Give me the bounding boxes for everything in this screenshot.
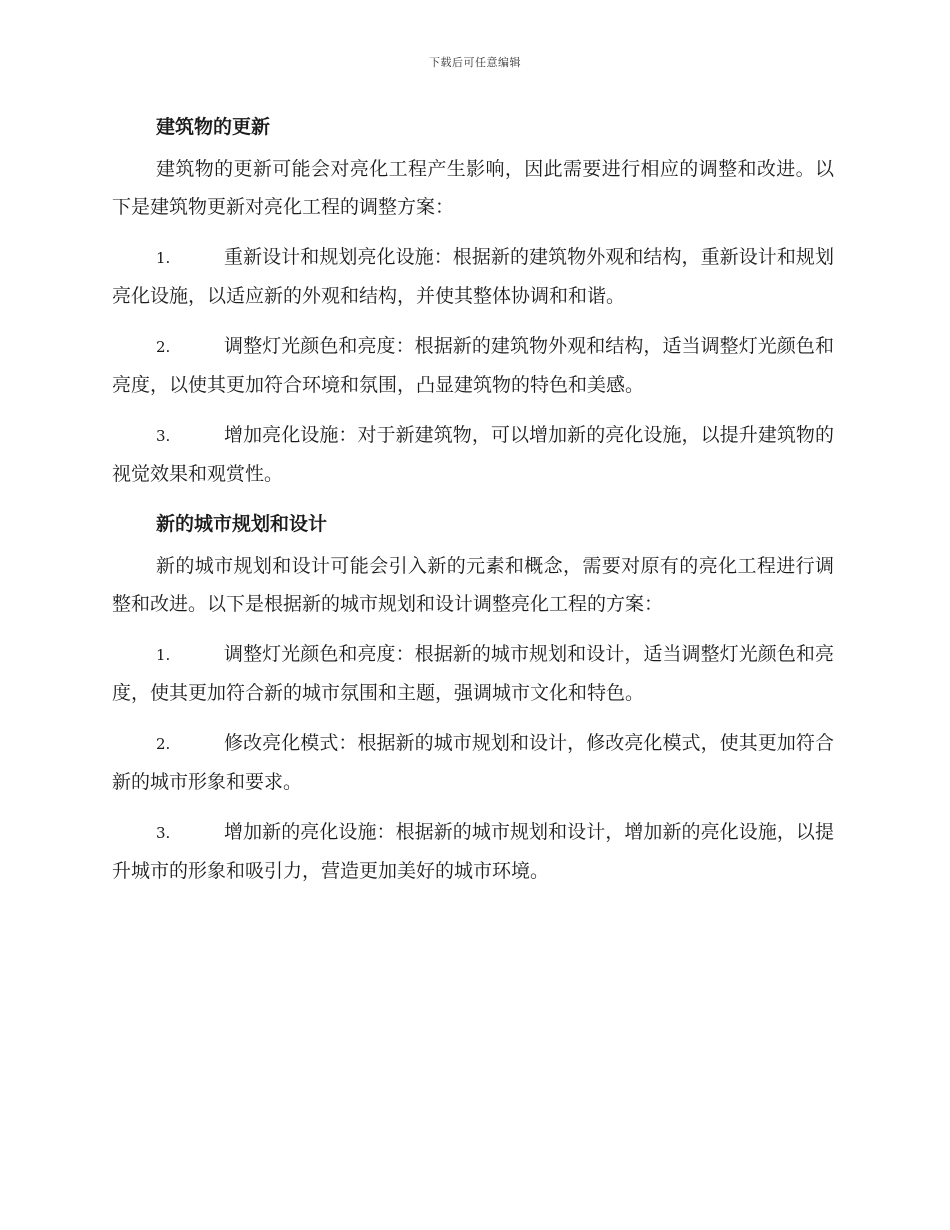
header-note: 下载后可任意编辑 [429,56,521,69]
list-item-text: 调整灯光颜色和亮度：根据新的建筑物外观和结构，适当调整灯光颜色和亮度，以使其更加符合环境和氛围，凸显建筑物的特色和美感。 [112,335,834,396]
list-item-text: 增加亮化设施：对于新建筑物，可以增加新的亮化设施，以提升建筑物的视觉效果和观赏性。 [112,424,834,485]
list-item-number: 1. [156,249,171,267]
list-item [112,635,834,712]
list-item [112,238,834,315]
section-heading: 建筑物的更新 [156,116,271,138]
list-item-number: 2. [156,338,171,356]
section-intro: 建筑物的更新可能会对亮化工程产生影响，因此需要进行相应的调整和改进。以下是建筑物更新对亮化工程的调整方案： [112,158,834,218]
list-item-number: 3. [156,427,171,445]
list-item-number: 3. [156,824,171,842]
list-item [112,327,834,404]
list-item-text: 增加新的亮化设施：根据新的城市规划和设计，增加新的亮化设施，以提升城市的形象和吸引力，营造更加美好的城市环境。 [112,821,834,882]
document-body [112,108,834,902]
list-item-text: 重新设计和规划亮化设施：根据新的建筑物外观和结构，重新设计和规划亮化设施，以适应新的外观和结构，并使其整体协调和和谐。 [112,246,834,307]
list-item-text: 修改亮化模式：根据新的城市规划和设计，修改亮化模式，使其更加符合新的城市形象和要求。 [112,732,834,793]
section-heading: 新的城市规划和设计 [156,513,328,535]
list-item-number: 1. [156,646,171,664]
list-item [112,724,834,801]
list-item [112,813,834,890]
list-item-text: 调整灯光颜色和亮度：根据新的城市规划和设计，适当调整灯光颜色和亮度，使其更加符合新的城市氛围和主题，强调城市文化和特色。 [112,643,834,704]
list-item-number: 2. [156,735,171,753]
section-city-planning [112,505,834,890]
section-intro: 新的城市规划和设计可能会引入新的元素和概念，需要对原有的亮化工程进行调整和改进。以下是根据新的城市规划和设计调整亮化工程的方案： [112,555,834,615]
section-building-update [112,108,834,493]
list-item [112,416,834,493]
